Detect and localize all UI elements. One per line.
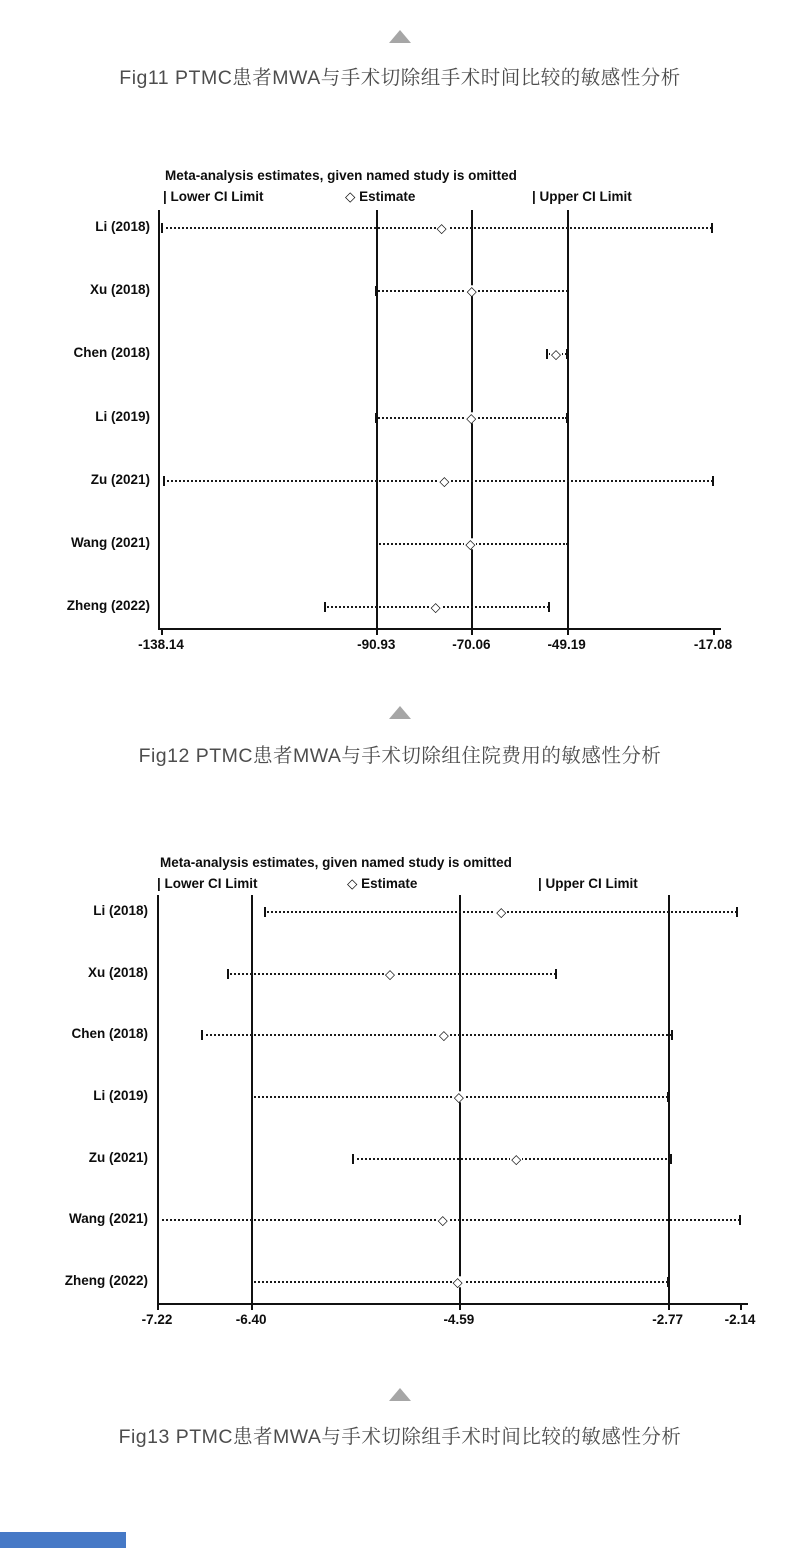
ci-upper-bracket <box>670 1154 672 1164</box>
ci-lower-bracket <box>157 1215 159 1225</box>
estimate-diamond: ◇ <box>438 1027 449 1043</box>
study-label: Li (2019) <box>95 408 150 424</box>
estimate-diamond: ◇ <box>466 283 477 299</box>
study-label: Wang (2021) <box>70 534 150 550</box>
plot-title: Meta-analysis estimates, given named study is omitted <box>160 855 512 870</box>
x-axis-tick <box>459 1303 461 1310</box>
study-label: Wang (2021) <box>68 1211 148 1227</box>
ci-upper-bracket <box>566 349 568 359</box>
ci-lower-bracket <box>375 413 377 423</box>
collapse-arrow-icon[interactable] <box>389 706 411 719</box>
study-label: Zheng (2022) <box>66 598 150 614</box>
ci-upper-bracket <box>567 286 569 296</box>
study-label: Chen (2018) <box>71 1026 148 1042</box>
ci-upper-bracket <box>671 1030 673 1040</box>
ci-lower-bracket <box>352 1154 354 1164</box>
partial-bottom-element[interactable] <box>0 1532 126 1548</box>
plot-title: Meta-analysis estimates, given named study is omitted <box>165 168 517 183</box>
ci-upper-bracket <box>555 969 557 979</box>
estimate-diamond: ◇ <box>430 599 441 615</box>
ci-lower-bracket <box>546 349 548 359</box>
study-label: Li (2018) <box>95 219 150 234</box>
plot-frame-left <box>158 210 160 628</box>
x-axis-tick <box>376 628 378 635</box>
x-axis-tick <box>471 628 473 635</box>
x-axis-tick-label: -7.22 <box>141 1312 173 1327</box>
ci-upper-bracket <box>712 476 714 486</box>
ci-lower-bracket <box>227 969 229 979</box>
legend-item-lower-ci-limit: | Lower CI Limit <box>163 189 264 204</box>
study-label: Li (2018) <box>93 903 148 918</box>
ci-lower-bracket <box>201 1030 203 1040</box>
estimate-diamond: ◇ <box>453 1089 464 1105</box>
estimate-diamond: ◇ <box>551 346 562 362</box>
figure-caption-fig11: Fig11 PTMC患者MWA与手术切除组手术时间比较的敏感性分析 <box>119 67 681 89</box>
estimate-diamond: ◇ <box>452 1274 463 1290</box>
x-axis-tick <box>567 628 569 635</box>
x-axis-tick-label: -2.14 <box>724 1312 756 1327</box>
ci-lower-bracket <box>251 1092 253 1102</box>
ci-upper-bracket <box>667 1277 669 1287</box>
x-axis-tick <box>251 1303 253 1310</box>
estimate-diamond: ◇ <box>384 965 395 981</box>
x-axis-tick <box>668 1303 670 1310</box>
forest-plot-operation-time <box>66 165 760 660</box>
ci-lower-bracket <box>251 1277 253 1287</box>
study-label: Zheng (2022) <box>64 1273 148 1289</box>
x-axis-tick-label: -17.08 <box>693 637 733 652</box>
estimate-diamond: ◇ <box>465 536 476 552</box>
ci-lower-bracket <box>161 223 163 233</box>
ci-upper-bracket <box>567 539 569 549</box>
study-label: Xu (2018) <box>89 282 150 298</box>
ci-lower-bracket <box>264 907 266 917</box>
estimate-diamond: ◇ <box>437 1212 448 1228</box>
ci-upper-bracket <box>566 413 568 423</box>
ci-line <box>201 1034 673 1036</box>
x-axis-line <box>158 628 721 630</box>
ci-upper-bracket <box>711 223 713 233</box>
estimate-diamond: ◇ <box>511 1150 522 1166</box>
ci-lower-bracket <box>163 476 165 486</box>
estimate-diamond: ◇ <box>496 904 507 920</box>
collapse-arrow-icon[interactable] <box>389 1388 411 1401</box>
x-axis-tick <box>740 1303 742 1310</box>
x-axis-tick-label: -6.40 <box>235 1312 267 1327</box>
estimate-diamond: ◇ <box>466 409 477 425</box>
forest-plot-hospital-cost <box>64 850 760 1345</box>
x-axis-tick-label: -70.06 <box>452 637 491 652</box>
study-label: Zu (2021) <box>90 471 150 487</box>
x-axis-tick <box>157 1303 159 1310</box>
collapse-arrow-icon[interactable] <box>389 30 411 43</box>
ci-upper-bracket <box>739 1215 741 1225</box>
ci-lower-bracket <box>324 602 326 612</box>
x-axis-tick <box>161 628 163 635</box>
figure-caption-fig13: Fig13 PTMC患者MWA与手术切除组手术时间比较的敏感性分析 <box>118 1426 682 1448</box>
x-axis-tick-label: -90.93 <box>357 637 396 652</box>
x-axis-tick-label: -4.59 <box>443 1312 475 1327</box>
estimate-diamond: ◇ <box>439 472 450 488</box>
x-axis-tick <box>713 628 715 635</box>
ci-lower-bracket <box>376 539 378 549</box>
estimate-diamond: ◇ <box>436 220 447 236</box>
x-axis-tick-label: -138.14 <box>138 637 184 652</box>
ci-upper-bracket <box>736 907 738 917</box>
legend-item-upper-ci-limit: | Upper CI Limit <box>538 876 638 891</box>
ci-upper-bracket <box>548 602 550 612</box>
figure-caption-fig12: Fig12 PTMC患者MWA与手术切除组住院费用的敏感性分析 <box>138 745 662 767</box>
ci-upper-bracket <box>667 1092 669 1102</box>
x-axis-line <box>157 1303 748 1305</box>
study-label: Xu (2018) <box>87 964 148 980</box>
x-axis-tick-label: -49.19 <box>547 637 586 652</box>
legend-item-upper-ci-limit: | Upper CI Limit <box>532 189 632 204</box>
plot-frame-left <box>157 895 159 1303</box>
study-label: Zu (2021) <box>88 1149 148 1165</box>
legend-item-estimate: ◇ Estimate <box>347 876 418 891</box>
legend-item-lower-ci-limit: | Lower CI Limit <box>157 876 258 891</box>
legend-item-estimate: ◇ Estimate <box>345 189 416 204</box>
ci-lower-bracket <box>375 286 377 296</box>
study-label: Chen (2018) <box>73 345 150 361</box>
x-axis-tick-label: -2.77 <box>652 1312 684 1327</box>
study-label: Li (2019) <box>93 1088 148 1103</box>
